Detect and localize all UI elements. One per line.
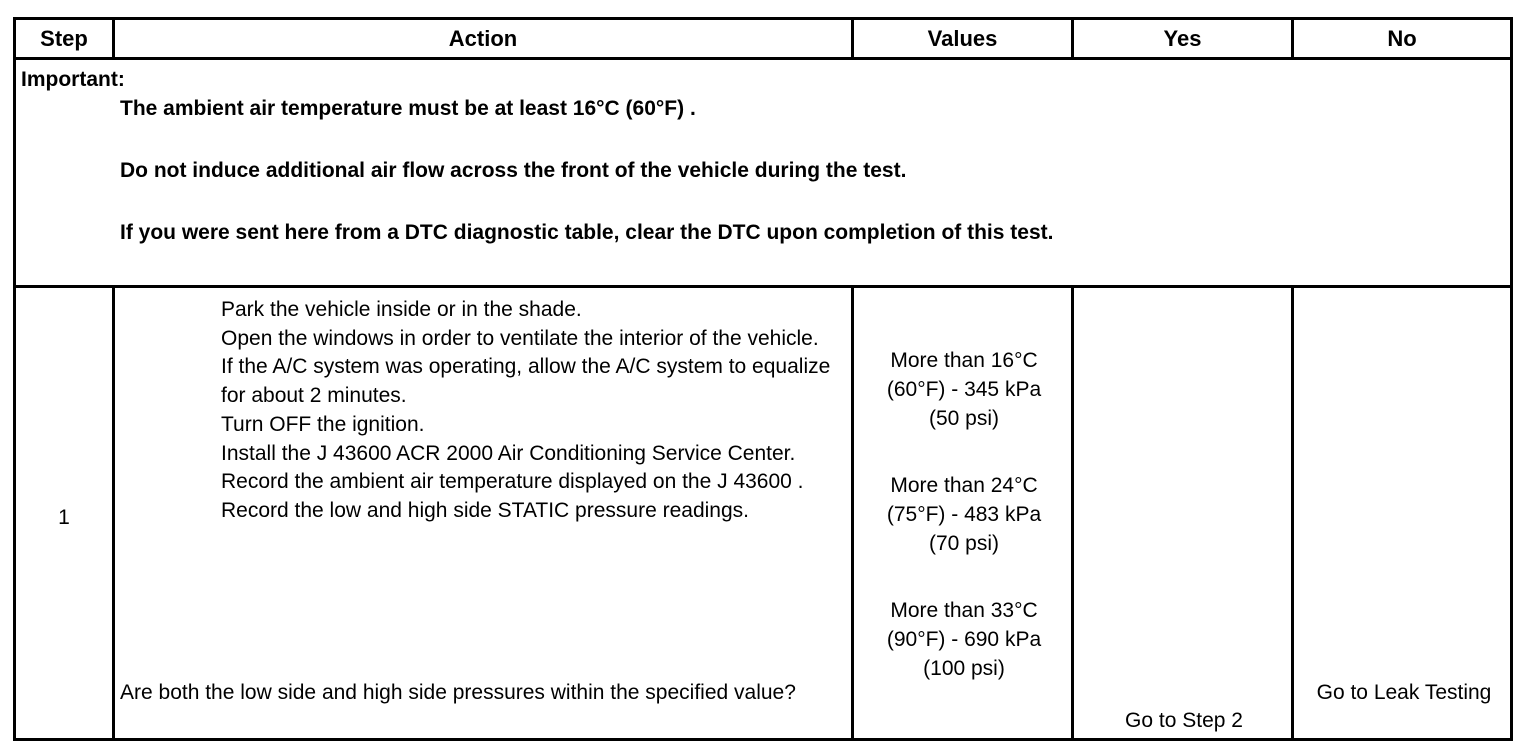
value-24c-line3: (70 psi) — [928, 532, 1000, 555]
header-bottom-rule — [13, 57, 1513, 60]
step-number: 1 — [58, 506, 70, 529]
action-step-equalize: If the A/C system was operating, allow the A/C system to equalize for about 2 minutes. — [221, 355, 831, 408]
important-note-temperature: The ambient air temperature must be at least 16°C (60°F) . — [120, 97, 696, 120]
value-16c-line1: More than 16°C — [890, 349, 1038, 372]
value-16c — [856, 346, 1072, 433]
row1-rule-step — [112, 285, 115, 741]
value-16c-line3: (50 psi) — [928, 407, 1000, 430]
important-label: Important: — [21, 68, 125, 91]
action-steps — [221, 296, 846, 526]
value-24c-line1: More than 24°C — [890, 474, 1038, 497]
value-24c — [856, 471, 1072, 558]
action-step-install: Install the J 43600 ACR 2000 Air Conditioning Service Center. — [221, 441, 796, 465]
value-33c-line2: (90°F) - 690 kPa — [886, 628, 1042, 651]
values-list — [856, 346, 1072, 721]
value-16c-line2: (60°F) - 345 kPa — [886, 378, 1042, 401]
header-step: Step — [40, 25, 88, 51]
important-note-airflow: Do not induce additional air flow across the front of the vehicle during the test. — [120, 159, 907, 182]
important-bottom-rule — [13, 285, 1513, 288]
yes-result: Go to Step 2 — [1125, 709, 1243, 732]
action-question: Are both the low side and high side pressures within the specified value? — [120, 681, 796, 704]
value-33c — [856, 596, 1072, 683]
header-action: Action — [448, 25, 518, 51]
action-step-ignition: Turn OFF the ignition. — [221, 412, 425, 436]
important-notes — [120, 96, 1500, 282]
action-step-record-pressure: Record the low and high side STATIC pressure readings. — [221, 498, 749, 522]
action-step-park: Park the vehicle inside or in the shade. — [221, 298, 582, 321]
value-33c-line3: (100 psi) — [923, 657, 1005, 680]
important-note-dtc: If you were sent here from a DTC diagnostic table, clear the DTC upon completion of this test. — [120, 221, 1054, 244]
action-step-windows: Open the windows in order to ventilate the interior of the vehicle. — [221, 326, 819, 350]
value-24c-line2: (75°F) - 483 kPa — [886, 503, 1042, 526]
row1-rule-action — [851, 285, 854, 741]
header-no: No — [1387, 25, 1417, 51]
row1-rule-yes — [1291, 285, 1294, 741]
action-step-record-temp: Record the ambient air temperature displayed on the J 43600 . — [221, 470, 804, 494]
header-yes: Yes — [1163, 25, 1202, 51]
header-values: Values — [927, 25, 998, 51]
no-result: Go to Leak Testing — [1316, 681, 1492, 704]
value-33c-line1: More than 33°C — [890, 599, 1038, 622]
